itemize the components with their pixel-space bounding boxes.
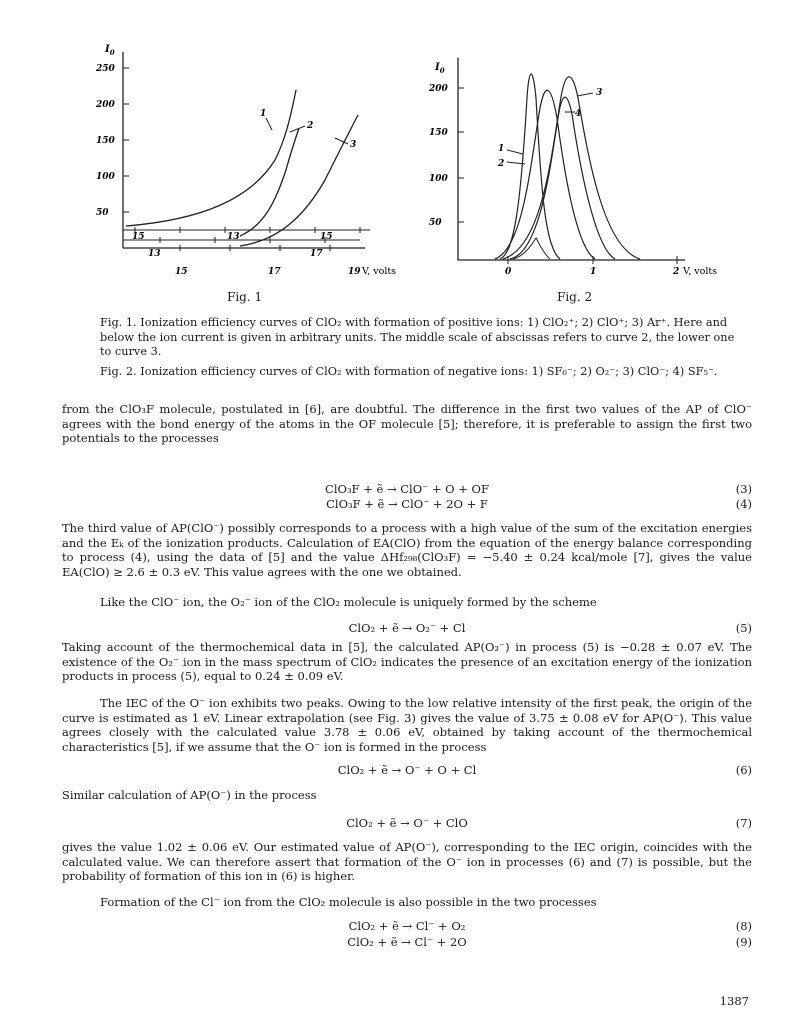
equation-text: ClO₂ + ẽ → Cl⁻ + O₂ <box>348 919 466 933</box>
equation-9 <box>62 935 752 950</box>
fig1-curve-label: 2 <box>307 121 314 131</box>
fig1-curve-1 <box>126 90 296 226</box>
fig1-scale2-tick: 15 <box>320 232 333 242</box>
equation-number: (7) <box>735 816 752 830</box>
fig1-unit-label: V, volts <box>362 266 397 277</box>
fig1-scale3-tick: 15 <box>132 232 145 242</box>
fig1-scale1-tick: 17 <box>268 267 281 277</box>
paragraph-1: from the ClO₃F molecule, postulated in [6], are doubtful. The difference in the first two values of the AP of ClO⁻ agrees with the bond energy of the atoms in the OF molecule [5]; therefore, it is preferable to assign the first two potentials to the processes <box>62 402 752 445</box>
fig2-caption: Fig. 2. Ionization efficiency curves of ClO₂ with formation of negative ions: 1) SF₆⁻; 2) O₂⁻; 3) ClO⁻; 4) SF₅⁻. <box>100 365 718 378</box>
fig1-scale1-tick: 15 <box>175 267 188 277</box>
paragraph-6: Similar calculation of AP(O⁻) in the process <box>62 788 317 802</box>
fig1-ytick: 250 <box>96 64 115 74</box>
equation-4 <box>62 497 752 512</box>
equation-text: ClO₃F + ẽ → ClO⁻ + 2O + F <box>326 497 488 511</box>
equation-number: (3) <box>735 482 752 496</box>
fig1-y-label: $I_0$ <box>105 44 115 57</box>
fig1-y-ticks <box>95 64 129 218</box>
fig1-ytick: 200 <box>96 100 115 110</box>
paragraph-7: gives the value 1.02 ± 0.06 eV. Our estimated value of AP(O⁻), corresponding to the IEC origin, coincides with the calculated value. We can therefore assert that formation of the O⁻ ion in processes (6) and (7) is possible, but the probability of formation of this ion in (6) is higher. <box>62 840 752 883</box>
fig1-ytick: 50 <box>96 208 109 218</box>
equation-text: ClO₂ + ẽ → O₂⁻ + Cl <box>348 621 466 635</box>
paragraph-8: Formation of the Cl⁻ ion from the ClO₂ molecule is also possible in the two processes <box>100 895 597 909</box>
equation-text: ClO₂ + ẽ → O⁻ + O + Cl <box>337 763 477 777</box>
fig2-unit-label: V, volts <box>683 266 718 277</box>
equation-number: (4) <box>735 497 752 511</box>
page-number: 1387 <box>719 994 749 1008</box>
equation-7 <box>62 816 752 831</box>
fig1-curve-2 <box>240 128 299 236</box>
fig2-xtick: 0 <box>505 267 512 277</box>
figure-1 <box>90 40 430 280</box>
equation-text: ClO₂ + ẽ → O⁻ + ClO <box>346 816 468 830</box>
fig2-ytick: 100 <box>429 174 448 184</box>
fig2-curve-label: 1 <box>498 144 505 154</box>
fig2-xtick: 2 <box>673 267 680 277</box>
fig1-scale1-tick: 19 <box>348 267 361 277</box>
equation-number: (9) <box>735 935 752 949</box>
equation-text: ClO₃F + ẽ → ClO⁻ + O + OF <box>325 482 489 496</box>
paragraph-4: Taking account of the thermochemical data in [5], the calculated AP(O₂⁻) in process (5) is −0.28 ± 0.07 eV. The existence of the O₂⁻ ion in the mass spectrum of ClO₂ indicates the presence of an excitation energy of the ionization products in process (5), equal to 0.24 ± 0.09 eV. <box>62 640 752 683</box>
paragraph-5: The IEC of the O⁻ ion exhibits two peaks. Owing to the low relative intensity of the first peak, the origin of the curve is estimated as 1 eV. Linear extrapolation (see Fig. 3) gives the value of 3.75 ± 0.08 eV for AP(O⁻). This value agrees closely with the calculated value 3.78 ± 0.06 eV, obtained by taking account of the thermochemical characteristics [5], if we assume that the O⁻ ion is formed in the process <box>62 696 752 754</box>
fig2-caption-label: Fig. 2 <box>557 290 593 304</box>
fig2-curve-label: 3 <box>596 88 603 98</box>
paragraph-2: The third value of AP(ClO⁻) possibly corresponds to a process with a high value of the sum of the excitation energies and the Eₖ of the ionization products. Calculation of EA(ClO) from the equation of the energy balance corresponding to process (4), using the data of [5] and the value ΔHf₂₉₈(ClO₃F) = −5.40 ± 0.24 kcal/mole [7], gives the value EA(ClO) ≥ 2.6 ± 0.3 eV. This value agrees with the one we obtained. <box>62 521 752 579</box>
equation-number: (8) <box>735 919 752 933</box>
fig1-curve-label: 1 <box>260 109 267 119</box>
fig1-ytick: 150 <box>96 136 115 146</box>
fig1-caption-label: Fig. 1 <box>227 290 263 304</box>
equation-number: (5) <box>735 621 752 635</box>
fig1-scale2-tick: 13 <box>227 232 240 242</box>
equation-8 <box>62 919 752 934</box>
fig2-ytick: 150 <box>429 128 448 138</box>
fig2-xtick: 1 <box>590 267 597 277</box>
figure-2 <box>415 48 745 280</box>
fig2-ytick: 200 <box>429 84 448 94</box>
fig2-curve-label: 4 <box>575 109 582 119</box>
equation-5 <box>62 621 752 636</box>
fig1-scale3-tick: 13 <box>148 249 161 259</box>
fig2-curve-3 <box>503 77 640 259</box>
equation-text: ClO₂ + ẽ → Cl⁻ + 2O <box>347 935 467 949</box>
fig1-curve-label: 3 <box>350 140 357 150</box>
fig1-ytick: 100 <box>96 172 115 182</box>
fig1-scale3-tick: 17 <box>310 249 323 259</box>
paragraph-3: Like the ClO⁻ ion, the O₂⁻ ion of the ClO₂ molecule is uniquely formed by the scheme <box>100 595 597 609</box>
equation-6 <box>62 763 752 778</box>
equation-number: (6) <box>735 763 752 777</box>
fig2-ytick: 50 <box>429 218 442 228</box>
fig2-curve-label: 2 <box>498 159 505 169</box>
fig2-y-label: $I_0$ <box>435 62 445 75</box>
fig1-caption: Fig. 1. Ionization efficiency curves of ClO₂ with formation of positive ions: 1) ClO₂⁺; 2) ClO⁺; 3) Ar⁺. Here and below the ion current is given in arbitrary units. The middle scale of abscissas refers to curve 2, the lower one to curve 3. <box>100 316 735 358</box>
equation-3 <box>62 482 752 497</box>
